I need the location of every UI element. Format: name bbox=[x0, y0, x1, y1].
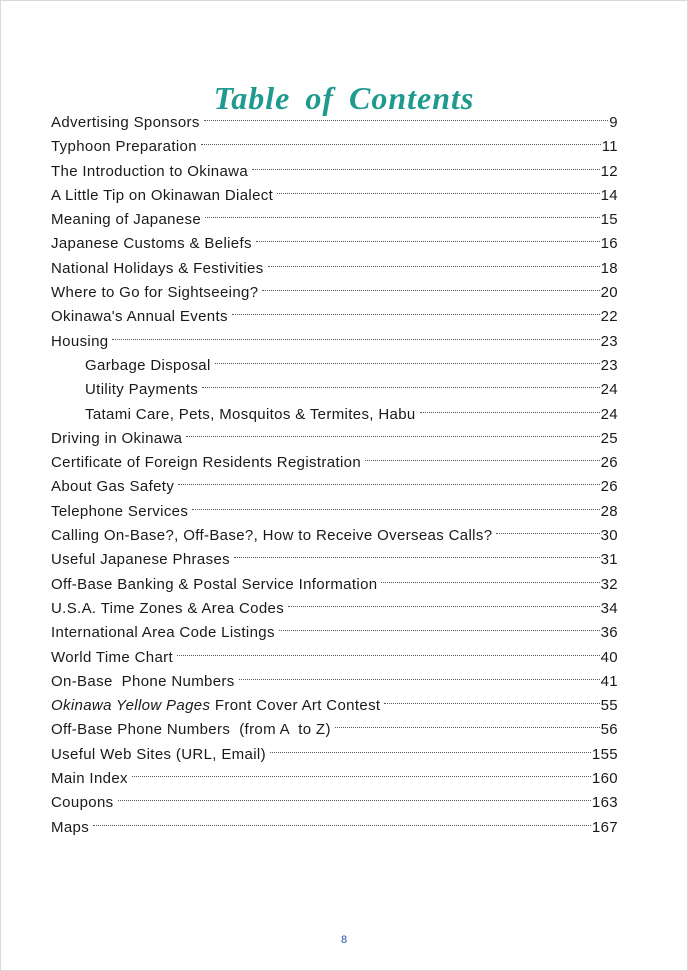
toc-entry-label: Typhoon Preparation bbox=[51, 138, 197, 156]
toc-entry-page-number: 55 bbox=[600, 697, 618, 715]
toc-entry-page-number: 22 bbox=[600, 308, 618, 326]
toc-entry-label: On-Base Phone Numbers bbox=[51, 672, 235, 690]
toc-entry-page-number: 31 bbox=[600, 551, 618, 569]
toc-entry[interactable] bbox=[51, 808, 618, 836]
toc-entry-page-number: 28 bbox=[600, 502, 618, 520]
page-title: Table of Contents bbox=[213, 80, 475, 117]
toc-entry-label: International Area Code Listings bbox=[51, 624, 275, 642]
toc-entry-label: The Introduction to Okinawa bbox=[51, 162, 249, 180]
toc-entry-page-number: 24 bbox=[600, 405, 618, 423]
dot-leader bbox=[496, 516, 599, 540]
toc-entry-page-number: 26 bbox=[600, 478, 618, 496]
dot-leader bbox=[365, 443, 600, 467]
toc-entry-page-number: 34 bbox=[600, 599, 618, 617]
toc-entry-page-number: 163 bbox=[591, 794, 618, 812]
toc-entry-page-number: 56 bbox=[600, 721, 618, 739]
toc-entry-page-number: 20 bbox=[600, 284, 618, 302]
toc-entry-page-number: 14 bbox=[600, 186, 618, 204]
toc-entry-page-number: 40 bbox=[600, 648, 618, 666]
table-of-contents bbox=[51, 103, 618, 836]
page-number: 8 bbox=[340, 934, 348, 946]
toc-entry-label: Utility Payments bbox=[85, 381, 199, 399]
toc-entry-label: Main Index bbox=[51, 770, 128, 788]
dot-leader bbox=[215, 346, 600, 370]
toc-entry-label: National Holidays & Festivities bbox=[51, 259, 264, 277]
dot-leader bbox=[204, 103, 609, 127]
dot-leader bbox=[256, 224, 600, 248]
toc-entry-page-number: 12 bbox=[600, 162, 618, 180]
dot-leader bbox=[268, 249, 600, 273]
toc-entry-label: Garbage Disposal bbox=[85, 356, 211, 374]
toc-entry-page-number: 9 bbox=[609, 114, 618, 131]
toc-entry-page-number: 36 bbox=[600, 624, 618, 642]
dot-leader bbox=[279, 613, 600, 637]
toc-entry-page-number: 11 bbox=[601, 138, 618, 156]
dot-leader bbox=[262, 273, 599, 297]
toc-entry-page-number: 167 bbox=[591, 818, 618, 836]
toc-entry-page-number: 16 bbox=[600, 235, 618, 253]
dot-leader bbox=[192, 492, 599, 516]
toc-entry-label: Off-Base Phone Numbers (from A to Z) bbox=[51, 721, 331, 739]
dot-leader bbox=[234, 540, 600, 564]
toc-entry-label: Housing bbox=[51, 332, 109, 350]
dot-leader bbox=[205, 200, 600, 224]
dot-leader bbox=[270, 735, 591, 759]
toc-entry-page-number: 26 bbox=[600, 454, 618, 472]
toc-entry-label: Driving in Okinawa bbox=[51, 429, 183, 447]
toc-entry-label: Useful Japanese Phrases bbox=[51, 551, 230, 569]
toc-entry-label-italic: Okinawa Yellow Pages bbox=[51, 697, 211, 715]
dot-leader bbox=[277, 176, 599, 200]
toc-entry-page-number: 41 bbox=[600, 672, 618, 690]
toc-entry-page-number: 30 bbox=[600, 527, 618, 545]
toc-entry-label: Japanese Customs & Beliefs bbox=[51, 235, 252, 253]
toc-entry-page-number: 160 bbox=[591, 770, 618, 788]
toc-entry-page-number: 32 bbox=[600, 575, 618, 593]
dot-leader bbox=[112, 322, 599, 346]
dot-leader bbox=[239, 662, 600, 686]
toc-entry-label: Calling On-Base?, Off-Base?, How to Receive Overseas Calls? bbox=[51, 527, 493, 545]
toc-entry[interactable] bbox=[51, 103, 618, 131]
dot-leader bbox=[177, 638, 600, 662]
dot-leader bbox=[201, 127, 601, 151]
toc-entry-page-number: 23 bbox=[600, 356, 618, 374]
dot-leader bbox=[118, 783, 591, 807]
toc-entry-label: Off-Base Banking & Postal Service Information bbox=[51, 575, 378, 593]
toc-entry-label: About Gas Safety bbox=[51, 478, 175, 496]
toc-entry-label: Where to Go for Sightseeing? bbox=[51, 284, 259, 302]
toc-entry[interactable] bbox=[51, 322, 618, 350]
toc-entry-page-number: 18 bbox=[600, 259, 618, 277]
toc-entry-page-number: 23 bbox=[600, 332, 618, 350]
toc-entry-page-number: 24 bbox=[600, 381, 618, 399]
toc-entry-label: Coupons bbox=[51, 794, 114, 812]
dot-leader bbox=[202, 370, 599, 394]
toc-entry-label: A Little Tip on Okinawan Dialect bbox=[51, 186, 274, 204]
dot-leader bbox=[132, 759, 591, 783]
dot-leader bbox=[384, 686, 599, 710]
dot-leader bbox=[93, 808, 591, 832]
dot-leader bbox=[252, 152, 600, 176]
dot-leader bbox=[288, 589, 600, 613]
toc-subentry[interactable] bbox=[51, 346, 618, 374]
toc-entry-page-number: 155 bbox=[591, 745, 618, 763]
toc-entry-page-number: 25 bbox=[600, 429, 618, 447]
toc-entry-label: Useful Web Sites (URL, Email) bbox=[51, 745, 266, 763]
toc-entry-label: Maps bbox=[51, 818, 90, 836]
dot-leader bbox=[186, 419, 599, 443]
toc-entry-label: Certificate of Foreign Residents Registration bbox=[51, 454, 362, 472]
toc-entry-page-number: 15 bbox=[600, 211, 618, 229]
toc-entry-label: Meaning of Japanese bbox=[51, 211, 202, 229]
dot-leader bbox=[420, 395, 600, 419]
dot-leader bbox=[232, 297, 600, 321]
toc-entry[interactable] bbox=[51, 783, 618, 812]
toc-entry-label-rest: Front Cover Art Contest bbox=[210, 697, 381, 715]
toc-entry-label: Okinawa's Annual Events bbox=[51, 308, 228, 326]
dot-leader bbox=[178, 467, 599, 491]
dot-leader bbox=[335, 710, 600, 734]
toc-entry-label: U.S.A. Time Zones & Area Codes bbox=[51, 599, 285, 617]
dot-leader bbox=[381, 565, 599, 589]
toc-entry[interactable] bbox=[51, 759, 618, 788]
toc-entry-label: World Time Chart bbox=[51, 648, 174, 666]
toc-entry-label: Telephone Services bbox=[51, 502, 189, 520]
toc-entry-label: Advertising Sponsors bbox=[51, 114, 200, 131]
toc-entry-label: Tatami Care, Pets, Mosquitos & Termites, Habu bbox=[85, 405, 416, 423]
